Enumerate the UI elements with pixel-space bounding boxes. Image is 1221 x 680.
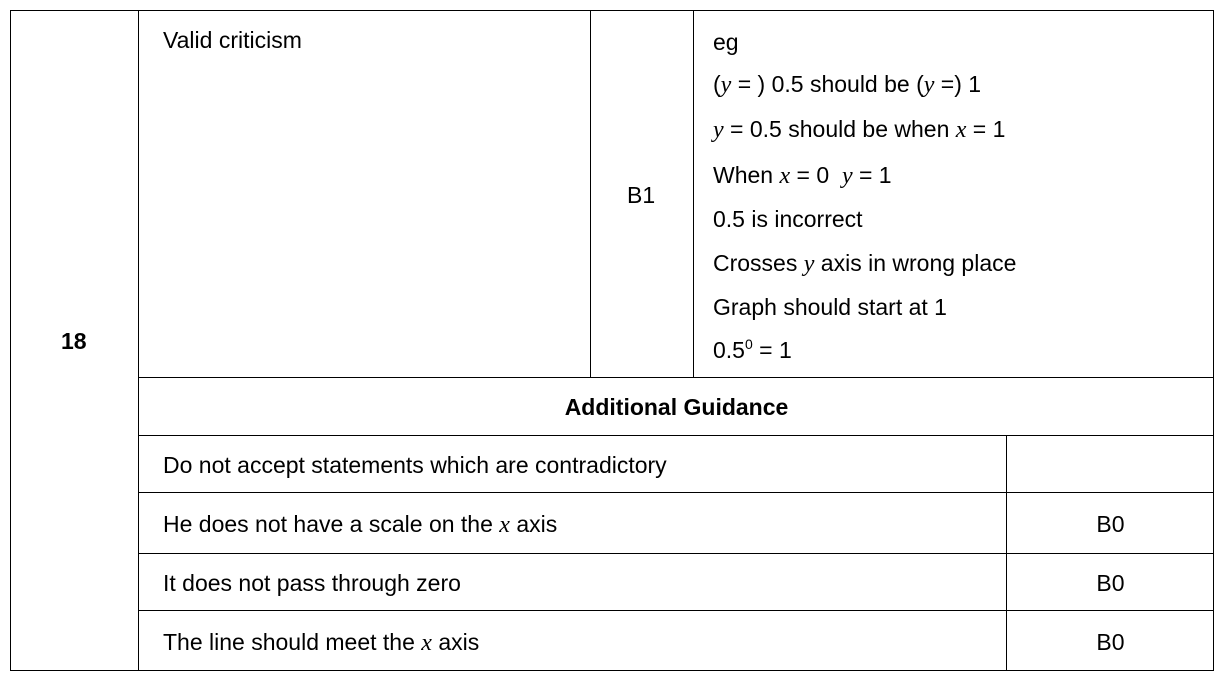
guidance-row-4-mark: B0 xyxy=(1096,629,1125,655)
answer-line-4: 0.5 is incorrect xyxy=(713,206,863,232)
answer-line-7-base: 0.5 xyxy=(713,337,745,363)
answer-line-1 xyxy=(713,70,981,99)
guidance-row-2-text: He does not have a scale on the x axis xyxy=(163,511,558,538)
answer-line-7-end: = 1 xyxy=(752,337,792,363)
mark-value: B1 xyxy=(627,182,656,208)
answer-line-3-when: When xyxy=(713,162,780,188)
answer-line-3-x: x xyxy=(779,163,791,189)
answer-line-2 xyxy=(713,115,1005,144)
answer-line-1-end: =) 1 xyxy=(934,71,982,97)
guidance-row-3-mark: B0 xyxy=(1096,570,1125,596)
answer-line-2-mid: = 0.5 should be when xyxy=(723,116,956,142)
divider-mark-column xyxy=(693,10,694,377)
question-number: 18 xyxy=(61,328,87,354)
answer-line-1-open: ( xyxy=(713,71,721,97)
divider-row-2 xyxy=(138,553,1214,554)
answer-line-1-y2: y xyxy=(923,72,935,98)
criterion-text: Valid criticism xyxy=(163,27,302,53)
answer-line-3-mid: = 0 xyxy=(790,162,842,188)
guidance-row-2-mark: B0 xyxy=(1096,511,1125,537)
guidance-row-3-text: It does not pass through zero xyxy=(163,570,461,596)
guidance-row-4-text: The line should meet the x axis xyxy=(163,629,480,656)
guidance-row-4-var: x xyxy=(421,630,432,656)
answer-line-5 xyxy=(713,249,1016,278)
answer-line-3 xyxy=(713,161,892,190)
answer-line-3-end: = 1 xyxy=(852,162,892,188)
guidance-row-1-text: Do not accept statements which are contradictory xyxy=(163,452,667,478)
answer-line-5-y: y xyxy=(803,251,815,277)
divider-criterion-column xyxy=(590,10,591,377)
guidance-heading: Additional Guidance xyxy=(564,394,789,420)
answer-line-5-start: Crosses xyxy=(713,250,804,276)
divider-row-3 xyxy=(138,610,1214,611)
answer-line-3-y: y xyxy=(841,163,853,189)
divider-row-1 xyxy=(138,492,1214,493)
answer-eg: eg xyxy=(713,29,739,55)
answer-line-7 xyxy=(713,336,792,364)
answer-line-1-mid: = ) 0.5 should be ( xyxy=(731,71,924,97)
answer-line-2-end: = 1 xyxy=(966,116,1006,142)
answer-line-1-y: y xyxy=(720,72,732,98)
answer-line-7-exponent: 0 xyxy=(744,336,753,352)
guidance-row-2-var: x xyxy=(499,512,510,538)
answer-line-2-x: x xyxy=(955,117,967,143)
answer-line-5-end: axis in wrong place xyxy=(814,250,1017,276)
divider-above-guidance xyxy=(138,377,1214,378)
answer-line-6: Graph should start at 1 xyxy=(713,294,947,320)
answer-line-2-y: y xyxy=(713,117,724,143)
divider-question-column xyxy=(138,10,139,671)
divider-below-guidance-heading xyxy=(138,435,1214,436)
